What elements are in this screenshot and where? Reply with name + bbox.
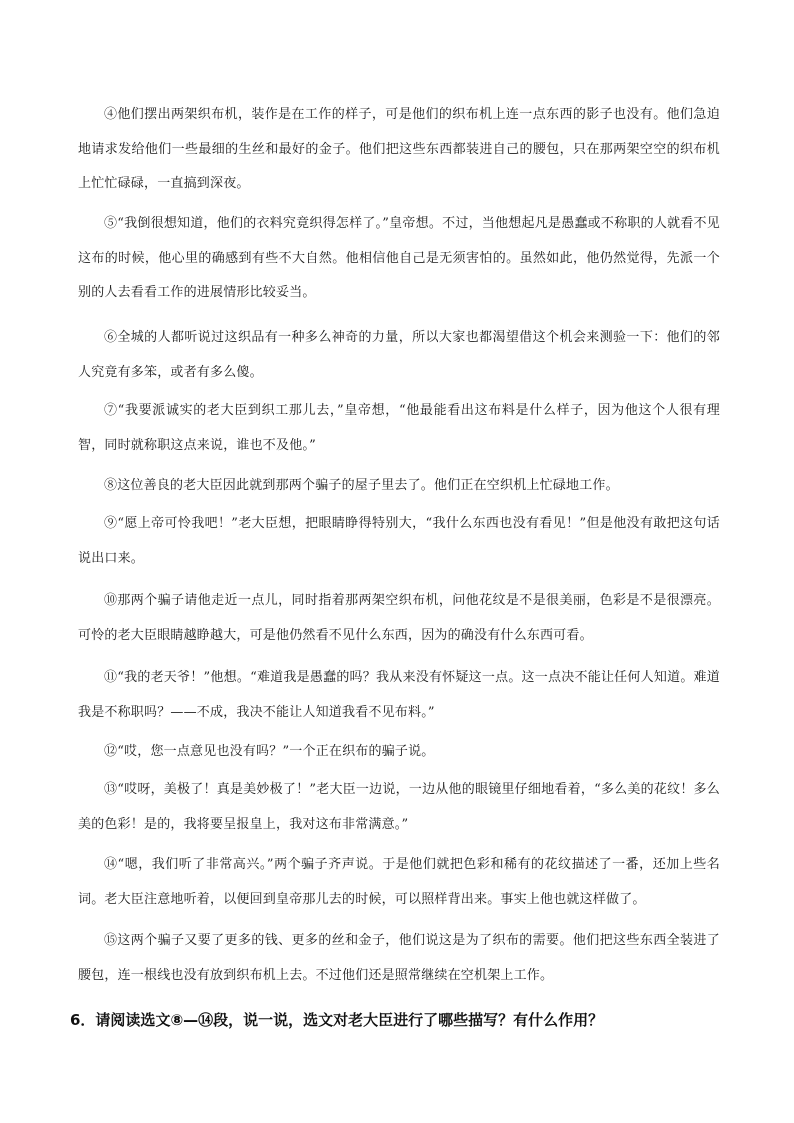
paragraph-6: ⑥全城的人都听说过这织品有一种多么神奇的力量，所以大家也都渴望借这个机会来测验一下：他们的邻人究竟有多笨，或者有多么傻。 [78,330,720,380]
paragraph-7: ⑦“我要派诚实的老大臣到织工那儿去，”皇帝想，“他最能看出这布料是什么样子，因为他这个人很有理智，同时就称职这点来说，谁也不及他。” [78,403,720,453]
paragraph-4: ④他们摆出两架织布机，装作是在工作的样子，可是他们的织布机上连一点东西的影子也没有。他们急迫地请求发给他们一些最细的生丝和最好的金子。他们把这些东西都装进自己的腰包，只在那两架空空的织布机上忙忙碌碌，一直搞到深夜。 [78,107,720,191]
paragraph-12: ⑫“哎，您一点意见也没有吗？”一个正在织布的骗子说。 [104,744,435,759]
paragraph-9: ⑨“愿上帝可怜我吧！”老大臣想，把眼睛睁得特别大，“我什么东西也没有看见！”但是他没有敢把这句话说出口来。 [78,516,720,566]
question-6: 6．请阅读选文⑧—⑭段，说一说，选文对老大臣进行了哪些描写？有什么作用？ [70,1011,604,1029]
paragraph-15: ⑮这两个骗子又要了更多的钱、更多的丝和金子，他们说这是为了织布的需要。他们把这些东西全装进了腰包，连一根线也没有放到织布机上去。不过他们还是照常继续在空机架上工作。 [78,933,720,983]
paragraph-13: ⑬“哎呀，美极了！真是美妙极了！”老大臣一边说，一边从他的眼镜里仔细地看着，“多么美的花纹！多么美的色彩！是的，我将要呈报皇上，我对这布非常满意。” [78,782,720,832]
paragraph-11: ⑪“我的老天爷！”他想。“难道我是愚蠢的吗？我从来没有怀疑这一点。这一点决不能让任何人知道。难道我是不称职吗？——不成，我决不能让人知道我看不见布料。” [78,670,720,720]
paragraph-5: ⑤“我倒很想知道，他们的衣料究竟织得怎样了。”皇帝想。不过，当他想起凡是愚蠢或不称职的人就看不见这布的时候，他心里的确感到有些不大自然。他相信他自己是无须害怕的。虽然如此，他仍然觉得，先派一个别的人去看看工作的进展情形比较妥当。 [78,216,720,300]
paragraph-8: ⑧这位善良的老大臣因此就到那两个骗子的屋子里去了。他们正在空织机上忙碌地工作。 [104,478,619,493]
paragraph-14: ⑭“嗯，我们听了非常高兴。”两个骗子齐声说。于是他们就把色彩和稀有的花纹描述了一番，还加上些名词。老大臣注意地听着，以便回到皇帝那儿去的时候，可以照样背出来。事实上他也就这样做了。 [78,857,720,907]
paragraph-10: ⑩那两个骗子请他走近一点儿，同时指着那两架空织布机，问他花纹是不是很美丽，色彩是不是很漂亮。可怜的老大臣眼睛越睁越大，可是他仍然看不见什么东西，因为的确没有什么东西可看。 [78,593,720,643]
